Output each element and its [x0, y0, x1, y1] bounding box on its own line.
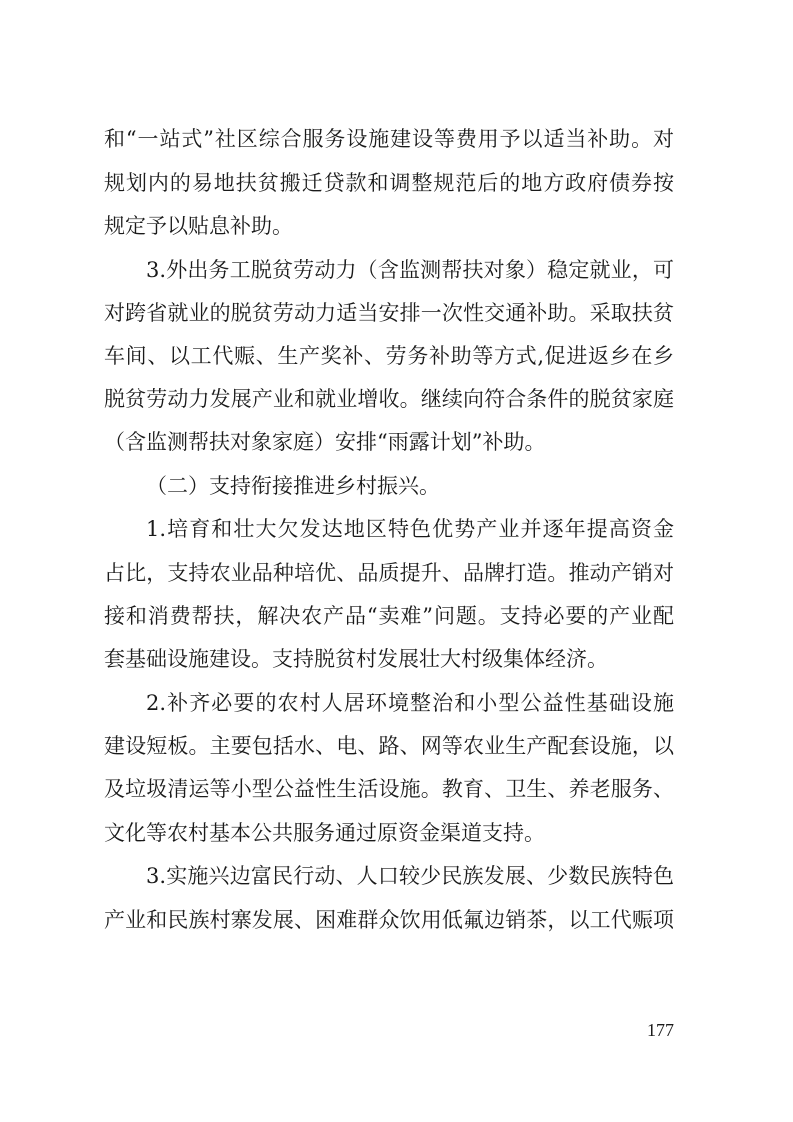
text-line-content: 1.培育和壮大欠发达地区特色优势产业并逐年提高资金	[146, 517, 674, 541]
text-line	[104, 163, 674, 203]
text-line	[104, 900, 674, 940]
text-line	[104, 769, 674, 809]
text-line	[0, 856, 793, 896]
text-line	[104, 379, 674, 419]
text-line	[0, 250, 793, 290]
text-line	[0, 509, 793, 549]
text-line-content: 车间、以工代赈、生产奖补、劳务补助等方式,促进返乡在乡	[104, 344, 674, 368]
text-line	[0, 813, 793, 853]
text-line-content: 建设短板。主要包括水、电、路、网等农业生产配套设施，以	[104, 734, 674, 758]
text-line-content: 和“一站式”社区综合服务设施建设等费用予以适当补助。对	[104, 127, 674, 151]
text-line-content: （含监测帮扶对象家庭）安排“雨露计划”补助。	[104, 430, 546, 454]
text-line	[0, 466, 793, 506]
text-line	[104, 336, 674, 376]
text-line	[0, 422, 793, 462]
text-line-content: 套基础设施建设。支持脱贫村发展壮大村级集体经济。	[104, 647, 608, 671]
text-line-content: 文化等农村基本公共服务通过原资金渠道支持。	[104, 821, 545, 845]
text-line-content: 规定予以贴息补助。	[104, 214, 293, 238]
text-line-content: 产业和民族村寨发展、困难群众饮用低氟边销茶，以工代赈项	[104, 908, 674, 932]
text-line	[0, 206, 793, 246]
text-line-content: 对跨省就业的脱贫劳动力适当安排一次性交通补助。采取扶贫	[104, 301, 674, 325]
text-line	[0, 683, 793, 723]
text-line-content: （二）支持衔接推进乡村振兴。	[146, 474, 440, 498]
text-line-content: 接和消费帮扶，解决农产品“卖难”问题。支持必要的产业配	[104, 604, 674, 628]
text-line-content: 占比，支持农业品种培优、品质提升、品牌打造。推动产销对	[104, 561, 674, 585]
text-line-content: 规划内的易地扶贫搬迁贷款和调整规范后的地方政府债券按	[104, 171, 674, 195]
text-line-content: 及垃圾清运等小型公益性生活设施。教育、卫生、养老服务、	[104, 777, 674, 801]
text-line-content: 3.外出务工脱贫劳动力（含监测帮扶对象）稳定就业，可	[146, 258, 674, 282]
text-line	[0, 639, 793, 679]
text-line	[104, 596, 674, 636]
text-line-content: 脱贫劳动力发展产业和就业增收。继续向符合条件的脱贫家庭	[104, 387, 674, 411]
text-line-content: 2.补齐必要的农村人居环境整治和小型公益性基础设施	[146, 691, 674, 715]
text-line	[104, 119, 674, 159]
text-line	[104, 293, 674, 333]
text-line	[104, 553, 674, 593]
text-line	[104, 726, 674, 766]
text-line-content: 3.实施兴边富民行动、人口较少民族发展、少数民族特色	[146, 864, 674, 888]
page-number: 177	[647, 1020, 674, 1040]
